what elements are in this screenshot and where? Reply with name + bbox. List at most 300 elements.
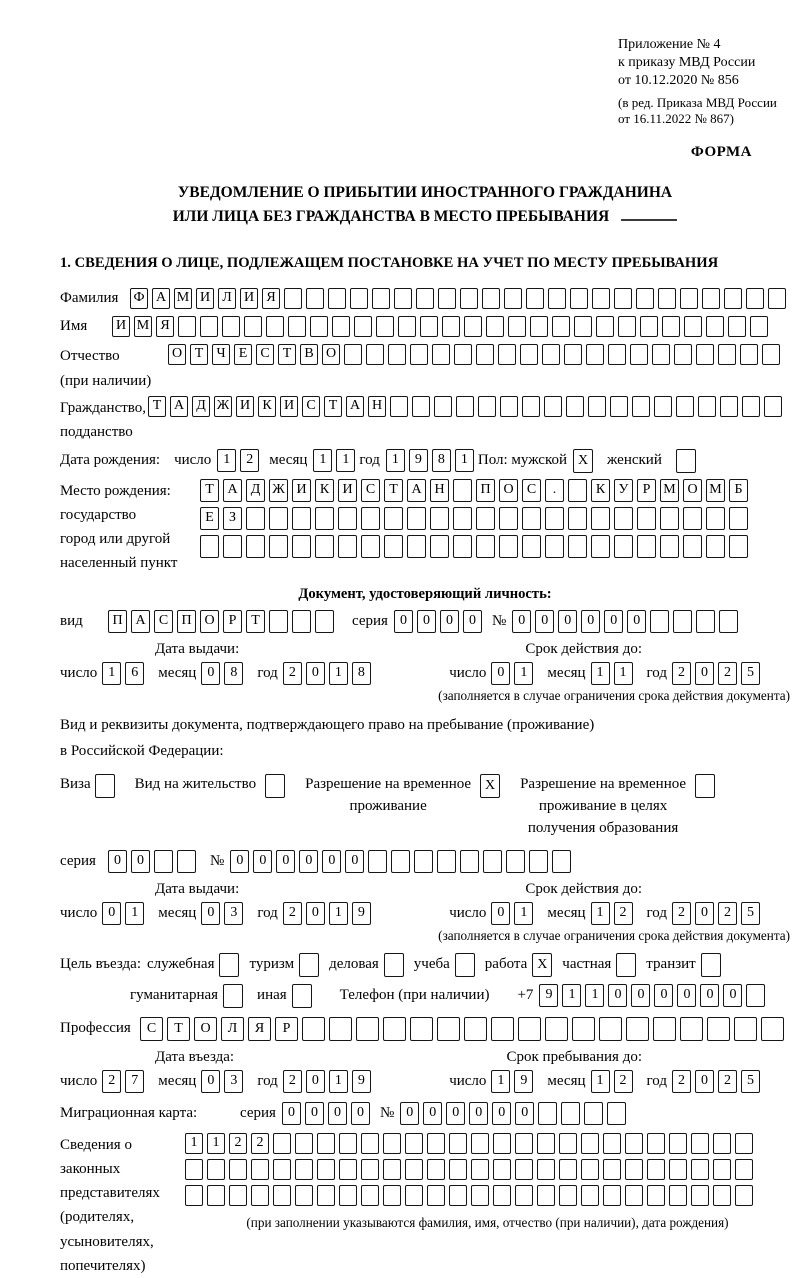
- form-cell[interactable]: [607, 1102, 626, 1125]
- form-cell[interactable]: Н: [368, 396, 386, 417]
- form-cell[interactable]: [454, 344, 472, 365]
- form-cell[interactable]: [764, 396, 782, 417]
- form-cell[interactable]: 2: [672, 1070, 691, 1093]
- form-cell[interactable]: 0: [695, 1070, 714, 1093]
- form-cell[interactable]: 2: [614, 1070, 633, 1093]
- form-cell[interactable]: [702, 288, 720, 309]
- form-cell[interactable]: [652, 344, 670, 365]
- form-cell[interactable]: Т: [246, 610, 265, 633]
- form-cell[interactable]: [630, 344, 648, 365]
- form-cell[interactable]: [442, 316, 460, 337]
- form-cell[interactable]: [673, 610, 692, 633]
- form-cell[interactable]: 9: [409, 449, 428, 472]
- form-cell[interactable]: [482, 288, 500, 309]
- form-cell[interactable]: [420, 316, 438, 337]
- form-cell[interactable]: [706, 316, 724, 337]
- form-cell[interactable]: [405, 1185, 423, 1206]
- form-cell[interactable]: [504, 288, 522, 309]
- form-cell[interactable]: [684, 316, 702, 337]
- form-cell[interactable]: [207, 1159, 225, 1180]
- form-cell[interactable]: 0: [463, 610, 482, 633]
- form-cell[interactable]: [566, 396, 584, 417]
- form-cell[interactable]: [317, 1159, 335, 1180]
- form-cell[interactable]: [647, 1133, 665, 1154]
- form-cell[interactable]: [522, 507, 541, 530]
- form-cell[interactable]: Ф: [130, 288, 148, 309]
- form-cell[interactable]: 1: [514, 902, 533, 925]
- form-cell[interactable]: [416, 288, 434, 309]
- form-cell[interactable]: Я: [156, 316, 174, 337]
- form-cell[interactable]: [530, 316, 548, 337]
- form-cell[interactable]: [329, 1017, 352, 1041]
- form-cell[interactable]: П: [108, 610, 127, 633]
- form-cell[interactable]: 0: [306, 902, 325, 925]
- form-cell[interactable]: 0: [558, 610, 577, 633]
- form-cell[interactable]: [376, 316, 394, 337]
- form-cell[interactable]: 0: [581, 610, 600, 633]
- form-cell[interactable]: О: [168, 344, 186, 365]
- form-cell[interactable]: [713, 1159, 731, 1180]
- form-cell[interactable]: 0: [700, 984, 719, 1007]
- form-cell[interactable]: [265, 774, 285, 798]
- form-cell[interactable]: [407, 535, 426, 558]
- form-cell[interactable]: 9: [352, 902, 371, 925]
- form-cell[interactable]: [471, 1185, 489, 1206]
- form-cell[interactable]: [529, 850, 548, 873]
- form-cell[interactable]: П: [476, 479, 495, 502]
- form-cell[interactable]: [691, 1159, 709, 1180]
- form-cell[interactable]: [669, 1185, 687, 1206]
- form-cell[interactable]: [603, 1185, 621, 1206]
- form-cell[interactable]: [614, 288, 632, 309]
- form-cell[interactable]: [636, 288, 654, 309]
- form-cell[interactable]: [460, 288, 478, 309]
- form-cell[interactable]: 9: [514, 1070, 533, 1093]
- form-cell[interactable]: [574, 316, 592, 337]
- form-cell[interactable]: [537, 1185, 555, 1206]
- form-cell[interactable]: [456, 396, 474, 417]
- form-cell[interactable]: 1: [591, 902, 610, 925]
- form-cell[interactable]: [455, 953, 475, 977]
- form-cell[interactable]: [568, 479, 587, 502]
- form-cell[interactable]: О: [499, 479, 518, 502]
- form-cell[interactable]: К: [315, 479, 334, 502]
- form-cell[interactable]: [398, 316, 416, 337]
- form-cell[interactable]: И: [240, 288, 258, 309]
- form-cell[interactable]: 1: [329, 662, 348, 685]
- form-cell[interactable]: 2: [672, 902, 691, 925]
- form-cell[interactable]: И: [338, 479, 357, 502]
- form-cell[interactable]: [653, 1017, 676, 1041]
- form-cell[interactable]: Т: [167, 1017, 190, 1041]
- form-cell[interactable]: А: [152, 288, 170, 309]
- form-cell[interactable]: У: [614, 479, 633, 502]
- form-cell[interactable]: 1: [313, 449, 332, 472]
- form-cell[interactable]: [354, 316, 372, 337]
- form-cell[interactable]: [438, 288, 456, 309]
- form-cell[interactable]: [430, 535, 449, 558]
- form-cell[interactable]: 0: [230, 850, 249, 873]
- form-cell[interactable]: [518, 1017, 541, 1041]
- form-cell[interactable]: [449, 1159, 467, 1180]
- form-cell[interactable]: 2: [283, 662, 302, 685]
- form-cell[interactable]: [178, 316, 196, 337]
- form-cell[interactable]: [637, 535, 656, 558]
- form-cell[interactable]: [427, 1159, 445, 1180]
- form-cell[interactable]: [581, 1185, 599, 1206]
- form-cell[interactable]: [596, 316, 614, 337]
- form-cell[interactable]: [361, 507, 380, 530]
- form-cell[interactable]: [317, 1133, 335, 1154]
- form-cell[interactable]: [229, 1159, 247, 1180]
- form-cell[interactable]: [618, 316, 636, 337]
- form-cell[interactable]: [383, 1017, 406, 1041]
- form-cell[interactable]: 1: [591, 662, 610, 685]
- form-cell[interactable]: [591, 535, 610, 558]
- form-cell[interactable]: [464, 1017, 487, 1041]
- form-cell[interactable]: [616, 953, 636, 977]
- form-cell[interactable]: [453, 535, 472, 558]
- form-cell[interactable]: [338, 507, 357, 530]
- form-cell[interactable]: [768, 288, 786, 309]
- form-cell[interactable]: М: [174, 288, 192, 309]
- form-cell[interactable]: [718, 344, 736, 365]
- form-cell[interactable]: М: [660, 479, 679, 502]
- form-cell[interactable]: [545, 1017, 568, 1041]
- form-cell[interactable]: [572, 1017, 595, 1041]
- form-cell[interactable]: [614, 535, 633, 558]
- form-cell[interactable]: 2: [718, 1070, 737, 1093]
- form-cell[interactable]: 0: [515, 1102, 534, 1125]
- form-cell[interactable]: [559, 1133, 577, 1154]
- form-cell[interactable]: Ж: [214, 396, 232, 417]
- form-cell[interactable]: 2: [283, 902, 302, 925]
- form-cell[interactable]: [223, 535, 242, 558]
- form-cell[interactable]: [603, 1159, 621, 1180]
- form-cell[interactable]: Н: [430, 479, 449, 502]
- form-cell[interactable]: [559, 1159, 577, 1180]
- form-cell[interactable]: [568, 535, 587, 558]
- form-cell[interactable]: [713, 1133, 731, 1154]
- form-cell[interactable]: О: [683, 479, 702, 502]
- form-cell[interactable]: 0: [491, 662, 510, 685]
- form-cell[interactable]: [720, 396, 738, 417]
- form-cell[interactable]: [515, 1185, 533, 1206]
- form-cell[interactable]: 2: [240, 449, 259, 472]
- form-cell[interactable]: Т: [190, 344, 208, 365]
- form-cell[interactable]: 0: [608, 984, 627, 1007]
- form-cell[interactable]: [719, 610, 738, 633]
- form-cell[interactable]: [632, 396, 650, 417]
- form-cell[interactable]: 0: [695, 902, 714, 925]
- form-cell[interactable]: А: [223, 479, 242, 502]
- form-cell[interactable]: [637, 507, 656, 530]
- form-cell[interactable]: [437, 1017, 460, 1041]
- form-cell[interactable]: Т: [200, 479, 219, 502]
- form-cell[interactable]: [548, 288, 566, 309]
- form-cell[interactable]: [564, 344, 582, 365]
- form-cell[interactable]: [338, 535, 357, 558]
- form-cell[interactable]: [552, 316, 570, 337]
- form-cell[interactable]: [295, 1133, 313, 1154]
- form-cell[interactable]: Р: [223, 610, 242, 633]
- form-cell[interactable]: К: [258, 396, 276, 417]
- form-cell[interactable]: [246, 535, 265, 558]
- form-cell[interactable]: [244, 316, 262, 337]
- form-cell[interactable]: 0: [512, 610, 531, 633]
- form-cell[interactable]: В: [300, 344, 318, 365]
- form-cell[interactable]: 0: [305, 1102, 324, 1125]
- form-cell[interactable]: [500, 396, 518, 417]
- form-cell[interactable]: [491, 1017, 514, 1041]
- form-cell[interactable]: А: [131, 610, 150, 633]
- form-cell[interactable]: [229, 1185, 247, 1206]
- form-cell[interactable]: [610, 396, 628, 417]
- form-cell[interactable]: [650, 610, 669, 633]
- form-cell[interactable]: [407, 507, 426, 530]
- form-cell[interactable]: [493, 1159, 511, 1180]
- form-cell[interactable]: [310, 316, 328, 337]
- form-cell[interactable]: 0: [306, 1070, 325, 1093]
- form-cell[interactable]: [614, 507, 633, 530]
- form-cell[interactable]: [200, 535, 219, 558]
- form-cell[interactable]: [284, 288, 302, 309]
- form-cell[interactable]: [222, 316, 240, 337]
- form-cell[interactable]: 0: [440, 610, 459, 633]
- form-cell[interactable]: 0: [253, 850, 272, 873]
- form-cell[interactable]: [273, 1185, 291, 1206]
- form-cell[interactable]: X: [480, 774, 500, 798]
- form-cell[interactable]: И: [292, 479, 311, 502]
- form-cell[interactable]: 0: [423, 1102, 442, 1125]
- form-cell[interactable]: 0: [604, 610, 623, 633]
- form-cell[interactable]: [750, 316, 768, 337]
- form-cell[interactable]: [698, 396, 716, 417]
- form-cell[interactable]: [691, 1133, 709, 1154]
- form-cell[interactable]: [625, 1133, 643, 1154]
- form-cell[interactable]: [486, 316, 504, 337]
- form-cell[interactable]: [366, 344, 384, 365]
- form-cell[interactable]: [683, 535, 702, 558]
- form-cell[interactable]: [499, 507, 518, 530]
- form-cell[interactable]: [177, 850, 196, 873]
- form-cell[interactable]: [660, 535, 679, 558]
- form-cell[interactable]: 2: [102, 1070, 121, 1093]
- form-cell[interactable]: 0: [351, 1102, 370, 1125]
- form-cell[interactable]: [552, 850, 571, 873]
- form-cell[interactable]: [299, 953, 319, 977]
- form-cell[interactable]: П: [177, 610, 196, 633]
- form-cell[interactable]: [542, 344, 560, 365]
- form-cell[interactable]: 1: [125, 902, 144, 925]
- form-cell[interactable]: [361, 535, 380, 558]
- form-cell[interactable]: [734, 1017, 757, 1041]
- form-cell[interactable]: И: [236, 396, 254, 417]
- form-cell[interactable]: 3: [224, 1070, 243, 1093]
- form-cell[interactable]: [332, 316, 350, 337]
- form-cell[interactable]: 1: [329, 1070, 348, 1093]
- form-cell[interactable]: [735, 1159, 753, 1180]
- form-cell[interactable]: [460, 850, 479, 873]
- form-cell[interactable]: [410, 344, 428, 365]
- form-cell[interactable]: [493, 1133, 511, 1154]
- form-cell[interactable]: [669, 1133, 687, 1154]
- form-cell[interactable]: [430, 507, 449, 530]
- form-cell[interactable]: [581, 1133, 599, 1154]
- form-cell[interactable]: [414, 850, 433, 873]
- form-cell[interactable]: 0: [695, 662, 714, 685]
- form-cell[interactable]: Ч: [212, 344, 230, 365]
- form-cell[interactable]: 0: [491, 902, 510, 925]
- form-cell[interactable]: Е: [200, 507, 219, 530]
- form-cell[interactable]: 0: [492, 1102, 511, 1125]
- form-cell[interactable]: [713, 1185, 731, 1206]
- form-cell[interactable]: 0: [131, 850, 150, 873]
- form-cell[interactable]: 0: [394, 610, 413, 633]
- form-cell[interactable]: [761, 1017, 784, 1041]
- form-cell[interactable]: Л: [221, 1017, 244, 1041]
- form-cell[interactable]: [427, 1185, 445, 1206]
- form-cell[interactable]: [680, 1017, 703, 1041]
- form-cell[interactable]: [390, 396, 408, 417]
- form-cell[interactable]: [427, 1133, 445, 1154]
- form-cell[interactable]: [95, 774, 115, 798]
- form-cell[interactable]: 1: [102, 662, 121, 685]
- form-cell[interactable]: [478, 396, 496, 417]
- form-cell[interactable]: [735, 1133, 753, 1154]
- form-cell[interactable]: 0: [102, 902, 121, 925]
- form-cell[interactable]: 0: [654, 984, 673, 1007]
- form-cell[interactable]: [339, 1133, 357, 1154]
- form-cell[interactable]: [647, 1159, 665, 1180]
- form-cell[interactable]: 0: [631, 984, 650, 1007]
- form-cell[interactable]: [317, 1185, 335, 1206]
- form-cell[interactable]: 3: [224, 902, 243, 925]
- form-cell[interactable]: Е: [234, 344, 252, 365]
- form-cell[interactable]: [394, 288, 412, 309]
- form-cell[interactable]: 1: [514, 662, 533, 685]
- form-cell[interactable]: [483, 850, 502, 873]
- form-cell[interactable]: [476, 344, 494, 365]
- form-cell[interactable]: [449, 1185, 467, 1206]
- form-cell[interactable]: [608, 344, 626, 365]
- form-cell[interactable]: [200, 316, 218, 337]
- form-cell[interactable]: О: [322, 344, 340, 365]
- form-cell[interactable]: [728, 316, 746, 337]
- form-cell[interactable]: Я: [248, 1017, 271, 1041]
- form-cell[interactable]: [658, 288, 676, 309]
- form-cell[interactable]: [515, 1133, 533, 1154]
- form-cell[interactable]: [545, 507, 564, 530]
- form-cell[interactable]: [207, 1185, 225, 1206]
- form-cell[interactable]: [315, 507, 334, 530]
- form-cell[interactable]: 2: [614, 902, 633, 925]
- form-cell[interactable]: [464, 316, 482, 337]
- form-cell[interactable]: Я: [262, 288, 280, 309]
- form-cell[interactable]: [522, 396, 540, 417]
- form-cell[interactable]: [361, 1159, 379, 1180]
- form-cell[interactable]: [273, 1159, 291, 1180]
- form-cell[interactable]: [568, 507, 587, 530]
- form-cell[interactable]: [729, 507, 748, 530]
- form-cell[interactable]: [273, 1133, 291, 1154]
- form-cell[interactable]: [603, 1133, 621, 1154]
- form-cell[interactable]: 1: [207, 1133, 225, 1154]
- form-cell[interactable]: 8: [432, 449, 451, 472]
- form-cell[interactable]: С: [256, 344, 274, 365]
- form-cell[interactable]: [410, 1017, 433, 1041]
- form-cell[interactable]: [706, 535, 725, 558]
- form-cell[interactable]: 1: [491, 1070, 510, 1093]
- form-cell[interactable]: [746, 984, 765, 1007]
- form-cell[interactable]: [361, 1185, 379, 1206]
- form-cell[interactable]: 5: [741, 662, 760, 685]
- form-cell[interactable]: 1: [336, 449, 355, 472]
- form-cell[interactable]: [522, 535, 541, 558]
- form-cell[interactable]: 0: [328, 1102, 347, 1125]
- form-cell[interactable]: [471, 1159, 489, 1180]
- form-cell[interactable]: [561, 1102, 580, 1125]
- form-cell[interactable]: 2: [672, 662, 691, 685]
- form-cell[interactable]: [696, 344, 714, 365]
- form-cell[interactable]: [471, 1133, 489, 1154]
- form-cell[interactable]: 2: [229, 1133, 247, 1154]
- form-cell[interactable]: З: [223, 507, 242, 530]
- form-cell[interactable]: Д: [246, 479, 265, 502]
- form-cell[interactable]: [306, 288, 324, 309]
- form-cell[interactable]: 2: [718, 662, 737, 685]
- form-cell[interactable]: 2: [283, 1070, 302, 1093]
- form-cell[interactable]: Д: [192, 396, 210, 417]
- form-cell[interactable]: [538, 1102, 557, 1125]
- form-cell[interactable]: [344, 344, 362, 365]
- form-cell[interactable]: [384, 953, 404, 977]
- form-cell[interactable]: [432, 344, 450, 365]
- form-cell[interactable]: 1: [585, 984, 604, 1007]
- form-cell[interactable]: [676, 449, 696, 473]
- form-cell[interactable]: [185, 1185, 203, 1206]
- form-cell[interactable]: [412, 396, 430, 417]
- form-cell[interactable]: [526, 288, 544, 309]
- form-cell[interactable]: Р: [275, 1017, 298, 1041]
- form-cell[interactable]: 1: [185, 1133, 203, 1154]
- form-cell[interactable]: [223, 984, 243, 1008]
- form-cell[interactable]: 9: [539, 984, 558, 1007]
- form-cell[interactable]: [266, 316, 284, 337]
- form-cell[interactable]: [315, 535, 334, 558]
- form-cell[interactable]: [383, 1185, 401, 1206]
- form-cell[interactable]: [544, 396, 562, 417]
- form-cell[interactable]: [706, 507, 725, 530]
- form-cell[interactable]: [691, 1185, 709, 1206]
- form-cell[interactable]: И: [196, 288, 214, 309]
- form-cell[interactable]: [515, 1159, 533, 1180]
- form-cell[interactable]: 1: [614, 662, 633, 685]
- form-cell[interactable]: [295, 1185, 313, 1206]
- form-cell[interactable]: [383, 1159, 401, 1180]
- form-cell[interactable]: А: [170, 396, 188, 417]
- form-cell[interactable]: Т: [148, 396, 166, 417]
- form-cell[interactable]: 1: [591, 1070, 610, 1093]
- form-cell[interactable]: [269, 507, 288, 530]
- form-cell[interactable]: Л: [218, 288, 236, 309]
- form-cell[interactable]: [506, 850, 525, 873]
- form-cell[interactable]: [185, 1159, 203, 1180]
- form-cell[interactable]: [570, 288, 588, 309]
- form-cell[interactable]: [695, 774, 715, 798]
- form-cell[interactable]: Т: [324, 396, 342, 417]
- form-cell[interactable]: [476, 507, 495, 530]
